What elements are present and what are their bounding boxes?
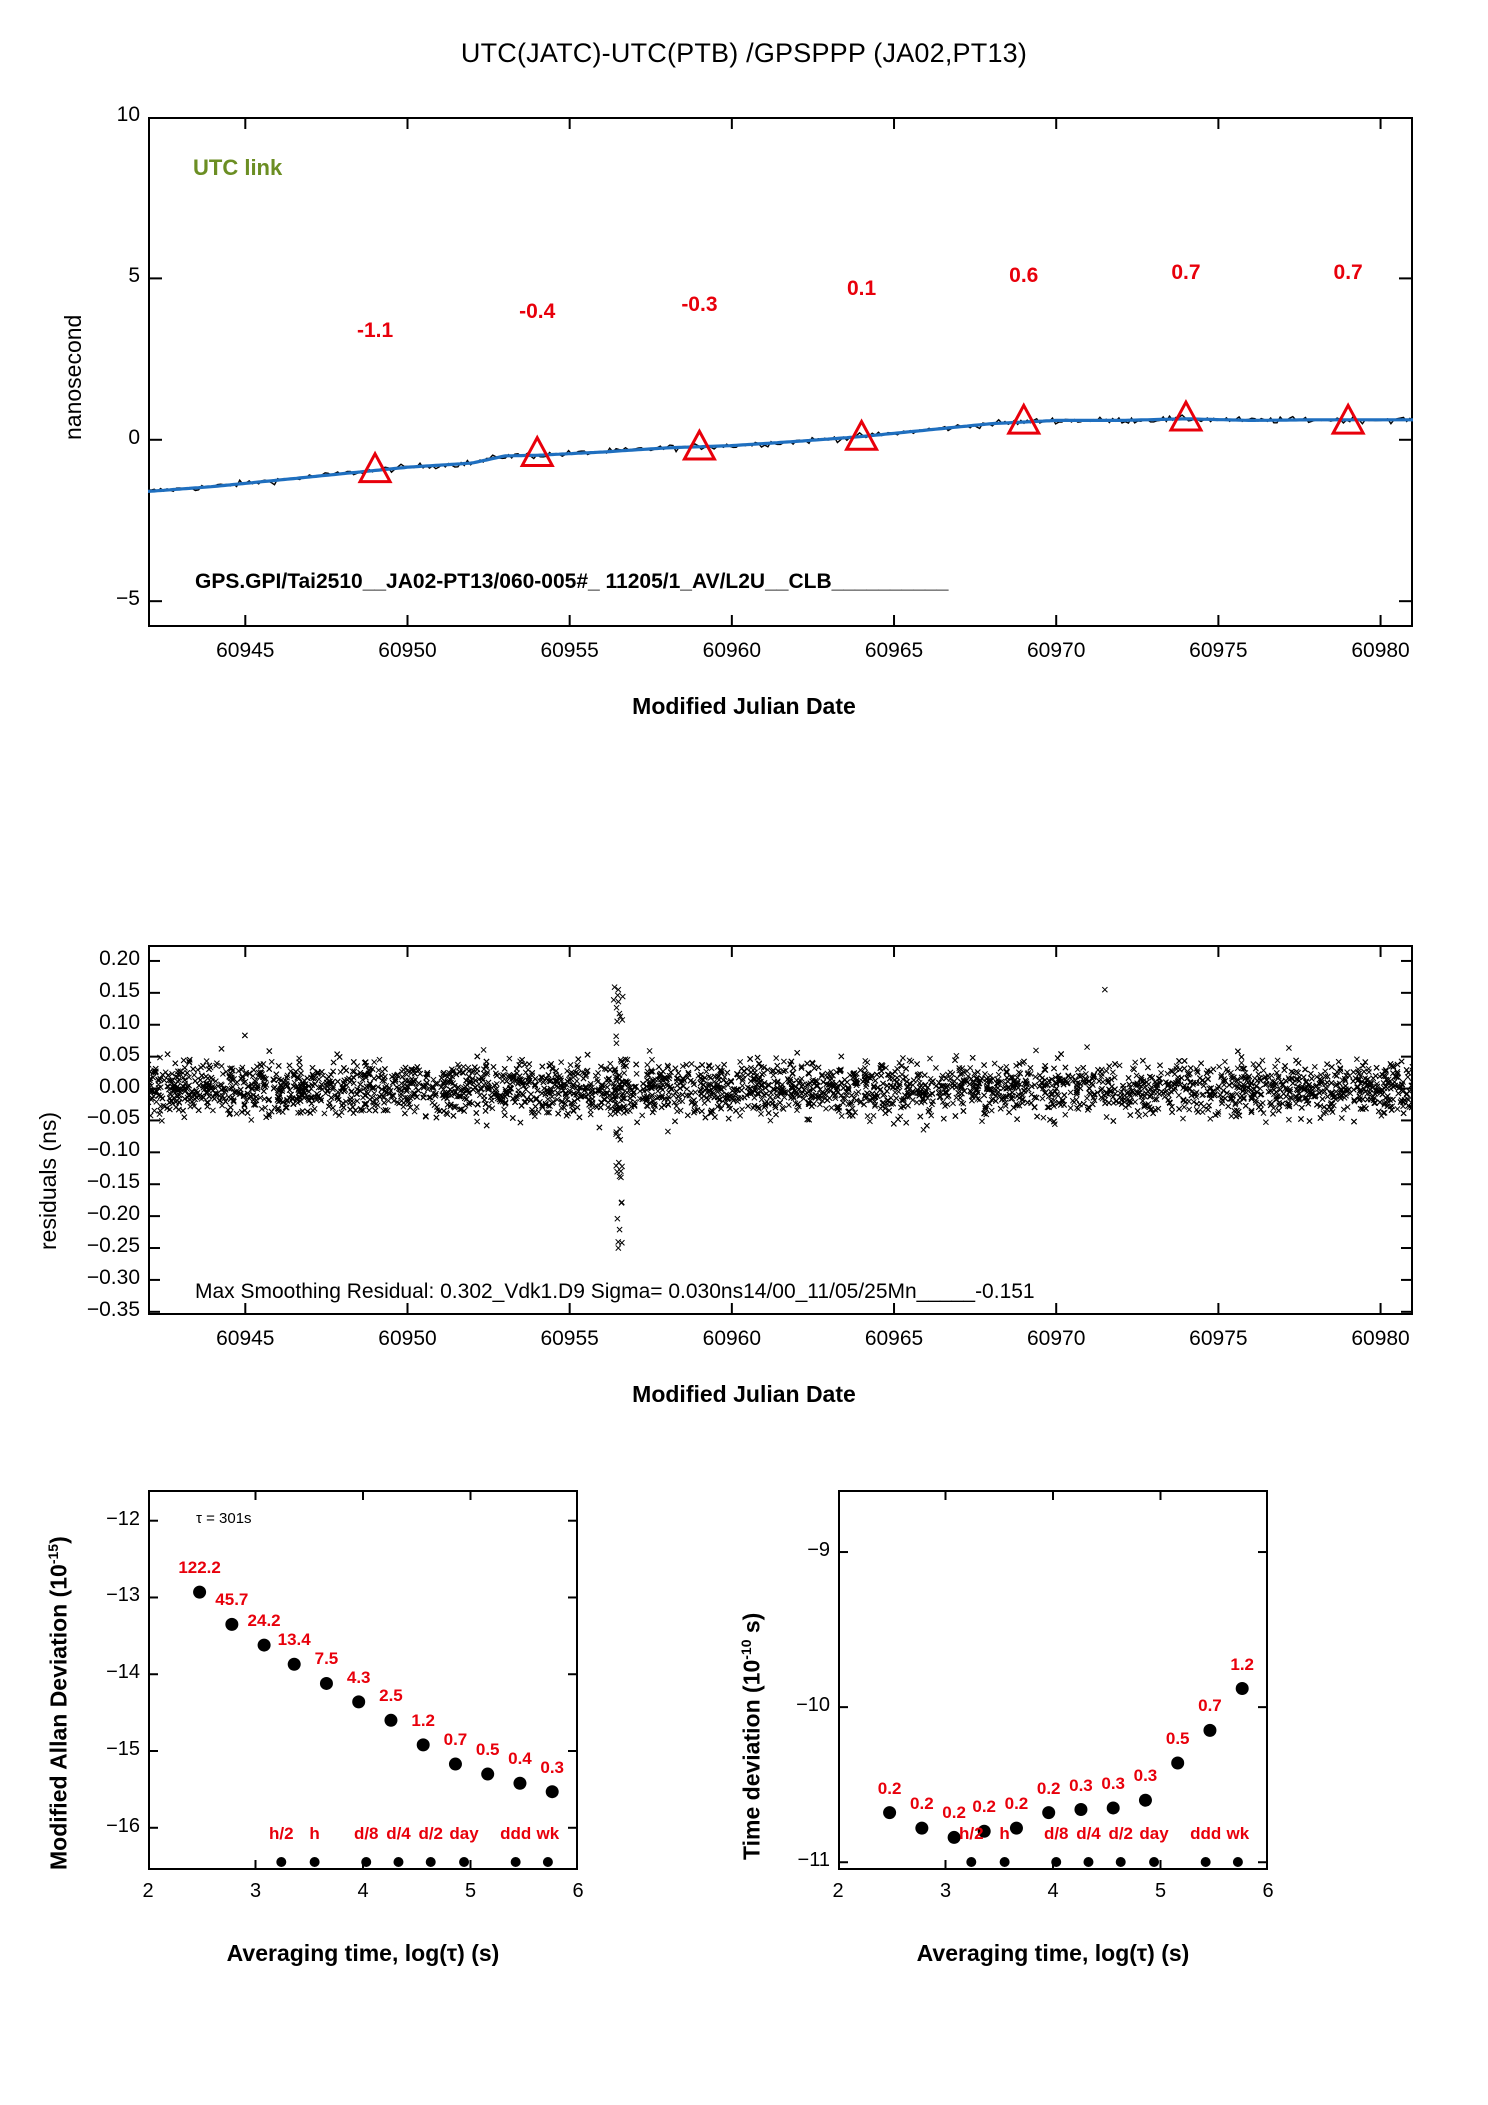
panel4-point-label: 0.2 bbox=[910, 1794, 934, 1814]
panel3-yaxis-tail: ) bbox=[45, 1536, 72, 1544]
panel3-ytick: −14 bbox=[106, 1661, 140, 1684]
panel3-point-label: 13.4 bbox=[277, 1630, 311, 1650]
panel2-ytick: 0.05 bbox=[99, 1042, 140, 1066]
panel4-point-label: 0.7 bbox=[1198, 1696, 1222, 1716]
panel3-tau-tick: ddd bbox=[500, 1824, 532, 1843]
panel4-xtick: 3 bbox=[939, 1880, 952, 1902]
panel1-annotation: -1.1 bbox=[356, 319, 394, 343]
tau-note: τ = 301s bbox=[196, 1510, 252, 1527]
panel4-xtick: 4 bbox=[1047, 1880, 1059, 1902]
panel4-xtick: 2 bbox=[832, 1880, 844, 1902]
panel1-xtick: 60945 bbox=[216, 639, 275, 662]
panel3-point-label: 0.7 bbox=[443, 1730, 468, 1750]
panel3-yaxis-main: Modified Allan Deviation (10 bbox=[45, 1564, 72, 1870]
panel1-ytick: −5 bbox=[116, 587, 140, 611]
panel4-ytick: −10 bbox=[796, 1694, 830, 1717]
panel1-yaxis-title: nanosecond bbox=[60, 314, 86, 440]
panel2-xtick: 60975 bbox=[1189, 1327, 1248, 1350]
panel4-ytick: −9 bbox=[807, 1539, 830, 1562]
panel3-xtick: 6 bbox=[572, 1880, 584, 1902]
panel2-xtick: 60980 bbox=[1351, 1327, 1410, 1350]
panel3-tau-tick: wk bbox=[536, 1824, 560, 1843]
panel4-yaxis-main: Time deviation (10 bbox=[738, 1659, 765, 1860]
panel1-xtick: 60960 bbox=[702, 639, 762, 662]
panel4-tau-tick: h bbox=[999, 1824, 1010, 1843]
utc-link-legend: UTC link bbox=[193, 155, 283, 180]
panel1-xtick: 60975 bbox=[1189, 639, 1248, 662]
panel4-ytick: −11 bbox=[797, 1849, 830, 1872]
panel3-point-label: 0.5 bbox=[475, 1740, 500, 1760]
panel3-xtick: 4 bbox=[357, 1880, 369, 1902]
panel4-point-label: 0.2 bbox=[877, 1778, 902, 1798]
panel3-tau-tick: d/4 bbox=[386, 1824, 411, 1843]
panel1-xtick: 60965 bbox=[864, 639, 924, 662]
panel4-tau-tick: day bbox=[1139, 1824, 1169, 1843]
panel3-point-label: 45.7 bbox=[215, 1590, 249, 1610]
panel1-ytick: 10 bbox=[116, 103, 140, 126]
panel3-yaxis-exp: -15 bbox=[45, 1543, 61, 1565]
panel2-ytick: −0.35 bbox=[86, 1297, 140, 1321]
panel3-ytick: −15 bbox=[106, 1738, 140, 1760]
panel2-ytick: −0.15 bbox=[86, 1170, 140, 1194]
panel2-ytick: 0.10 bbox=[99, 1010, 140, 1034]
panel3-xaxis-title: Averaging time, log(τ) (s) bbox=[226, 1940, 500, 1966]
panel2-xtick: 60945 bbox=[216, 1327, 275, 1350]
panel2-ytick: −0.05 bbox=[86, 1106, 140, 1130]
panel4-xtick: 5 bbox=[1154, 1880, 1167, 1902]
panel1-annotation: 0.7 bbox=[1333, 261, 1363, 285]
page-title: UTC(JATC)-UTC(PTB) /GPSPPP (JA02,PT13) bbox=[460, 38, 1028, 68]
residuals-scatter bbox=[148, 945, 1413, 1315]
panel2-yaxis-title: residuals (ns) bbox=[35, 1111, 61, 1250]
panel4-point-label: 0.2 bbox=[1036, 1778, 1061, 1798]
panel4-yaxis-title bbox=[738, 1613, 766, 1860]
panel4-point-label: 0.3 bbox=[1133, 1766, 1158, 1786]
panel3-ytick: −12 bbox=[106, 1507, 140, 1530]
panel3-point-label: 0.4 bbox=[508, 1749, 532, 1769]
panel2-xtick: 60955 bbox=[540, 1327, 599, 1350]
panel4-point-label: 0.3 bbox=[1069, 1775, 1093, 1795]
panel1-xaxis-title: Modified Julian Date bbox=[632, 693, 856, 719]
panel2-ytick: −0.10 bbox=[86, 1138, 140, 1162]
panel4-point-label: 0.2 bbox=[942, 1803, 966, 1823]
panel1-xtick: 60955 bbox=[540, 639, 599, 662]
panel2-xtick: 60960 bbox=[702, 1327, 762, 1350]
panel2-xtick: 60970 bbox=[1027, 1327, 1086, 1350]
panel3-tau-tick: h bbox=[309, 1824, 320, 1843]
panel4-point-label: 0.2 bbox=[1004, 1794, 1029, 1814]
panel1-annotation: 0.7 bbox=[1171, 261, 1201, 285]
panel2-ytick: −0.30 bbox=[86, 1265, 140, 1289]
panel2-xaxis-title: Modified Julian Date bbox=[632, 1381, 856, 1407]
panel1-footer: GPS.GPI/Tai2510__JA02-PT13/060-005#_ 11205/1_AV/L2U__CLB__________ bbox=[195, 570, 949, 593]
panel2-ytick: −0.20 bbox=[86, 1202, 140, 1226]
panel2-ytick: 0.20 bbox=[99, 946, 140, 970]
panel1-xtick: 60970 bbox=[1027, 639, 1086, 662]
panel4-point-label: 0.5 bbox=[1165, 1728, 1190, 1748]
panel4-tau-tick: d/8 bbox=[1043, 1824, 1069, 1843]
panel3-point-label: 7.5 bbox=[314, 1649, 339, 1669]
panel4-yaxis-tail: s) bbox=[738, 1612, 765, 1640]
panel1-ytick: 0 bbox=[128, 425, 140, 449]
panel4-xaxis-title: Averaging time, log(τ) (s) bbox=[916, 1940, 1190, 1966]
panel2-ytick: −0.25 bbox=[86, 1234, 140, 1258]
panel1-xtick: 60980 bbox=[1351, 639, 1410, 662]
panel3-tau-tick: d/8 bbox=[353, 1824, 379, 1843]
panel4-tau-tick: ddd bbox=[1190, 1824, 1222, 1843]
panel3-point-label: 24.2 bbox=[247, 1611, 281, 1631]
panel1-annotation: -0.3 bbox=[681, 293, 718, 317]
panel3-point-label: 0.3 bbox=[540, 1757, 564, 1777]
panel2-ytick: 0.00 bbox=[99, 1074, 140, 1098]
panel4-point-label: 0.3 bbox=[1101, 1773, 1125, 1793]
panel4-point-label: 0.2 bbox=[972, 1797, 996, 1817]
panel4-xtick: 6 bbox=[1262, 1880, 1274, 1902]
panel1-xtick: 60950 bbox=[378, 639, 437, 662]
time-difference-trace bbox=[148, 117, 1413, 627]
panel1-ytick: 5 bbox=[128, 264, 140, 288]
panel1-annotation: 0.1 bbox=[846, 277, 877, 301]
panel4-tau-tick: h/2 bbox=[959, 1824, 984, 1843]
panel3-yaxis-title bbox=[45, 1536, 73, 1870]
panel3-ytick: −16 bbox=[106, 1814, 140, 1837]
panel3-point-label: 1.2 bbox=[411, 1710, 435, 1730]
panel1-annotation: 0.6 bbox=[1009, 264, 1039, 288]
panel4-tau-tick: d/2 bbox=[1108, 1824, 1133, 1843]
panel3-xtick: 2 bbox=[142, 1880, 154, 1902]
panel3-ytick: −13 bbox=[106, 1584, 140, 1607]
panel4-point-label: 1.2 bbox=[1230, 1654, 1254, 1674]
panel2-xtick: 60965 bbox=[864, 1327, 924, 1350]
panel3-tau-tick: d/2 bbox=[418, 1824, 443, 1843]
panel2-footer: Max Smoothing Residual: 0.302_Vdk1.D9 Sigma= 0.030ns14/00_11/05/25Mn_____-0.151 bbox=[195, 1280, 1035, 1303]
panel3-xtick: 5 bbox=[464, 1880, 477, 1902]
panel3-point-label: 4.3 bbox=[346, 1667, 371, 1687]
panel3-point-label: 122.2 bbox=[178, 1558, 221, 1578]
panel2-xtick: 60950 bbox=[378, 1327, 437, 1350]
panel4-yaxis-exp: -10 bbox=[738, 1639, 754, 1660]
panel3-point-label: 2.5 bbox=[379, 1686, 403, 1706]
panel4-tau-tick: d/4 bbox=[1076, 1824, 1101, 1843]
panel3-xtick: 3 bbox=[249, 1880, 262, 1902]
panel4-tau-tick: wk bbox=[1226, 1824, 1250, 1843]
panel2-ytick: 0.15 bbox=[99, 978, 140, 1002]
panel3-tau-tick: h/2 bbox=[269, 1824, 294, 1843]
panel3-tau-tick: day bbox=[449, 1824, 479, 1843]
panel1-annotation: -0.4 bbox=[519, 299, 556, 323]
